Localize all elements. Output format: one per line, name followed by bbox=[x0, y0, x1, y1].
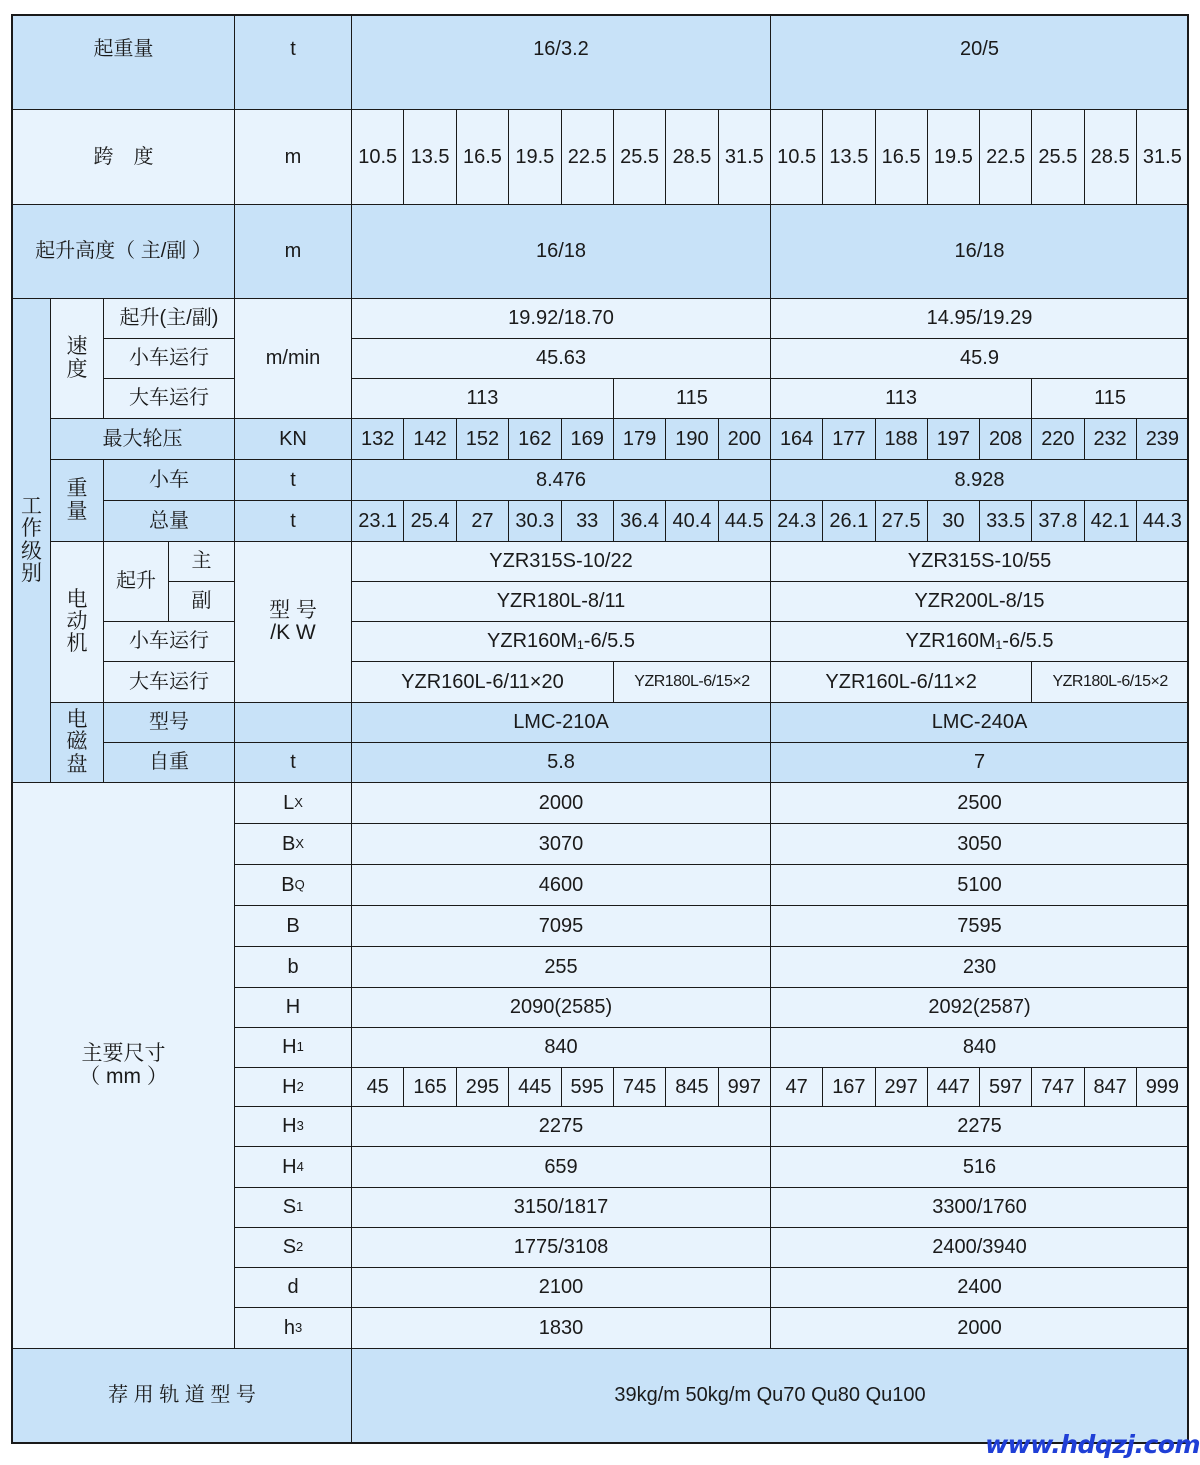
row-label-trolley-weight: 小车 bbox=[103, 459, 235, 501]
dimension-symbol: L bbox=[283, 791, 295, 814]
motor-trolley-value: YZR160M₁-6/5.5 bbox=[770, 621, 1189, 662]
dimension-value: 1775/3108 bbox=[351, 1227, 771, 1268]
wheel-load-value: 190 bbox=[665, 418, 718, 460]
row-label-trolley-speed: 小车运行 bbox=[103, 338, 235, 379]
dimension-symbol: H bbox=[282, 1115, 297, 1137]
span-value: 22.5 bbox=[561, 109, 614, 205]
dimension-label bbox=[234, 987, 352, 1028]
dimension-value: 2400 bbox=[770, 1267, 1189, 1308]
dimension-value: 2500 bbox=[770, 782, 1189, 824]
trolley-speed-value: 45.63 bbox=[351, 338, 771, 379]
span-value: 19.5 bbox=[508, 109, 561, 205]
total-weight-value: 30 bbox=[927, 500, 980, 542]
total-weight-value: 30.3 bbox=[508, 500, 561, 542]
dimension-value: 4600 bbox=[351, 864, 771, 906]
dimension-subscript: 2 bbox=[296, 1078, 304, 1094]
total-weight-value: 33.5 bbox=[979, 500, 1032, 542]
dimension-value: 45 bbox=[351, 1067, 404, 1107]
row-label-total-weight: 总量 bbox=[103, 500, 235, 542]
dimension-symbol: B bbox=[286, 914, 300, 937]
dimension-symbol: H bbox=[282, 1036, 297, 1058]
vertical-char: 磁 bbox=[66, 730, 88, 754]
cell-text-line: /K W bbox=[270, 621, 316, 644]
row-label-magnet-weight: 自重 bbox=[103, 742, 235, 783]
unit-cell: t bbox=[234, 459, 352, 501]
lift-height-value: 16/18 bbox=[770, 204, 1189, 299]
dimension-symbol: H bbox=[282, 1075, 297, 1098]
dimension-value: 840 bbox=[770, 1027, 1189, 1068]
magnet-weight-value: 7 bbox=[770, 742, 1189, 783]
unit-cell: t bbox=[234, 500, 352, 542]
row-label-motor-crane: 大车运行 bbox=[103, 661, 235, 703]
total-weight-value: 24.3 bbox=[770, 500, 823, 542]
total-weight-value: 27 bbox=[456, 500, 509, 542]
dimension-label bbox=[234, 782, 352, 824]
wheel-load-value: 152 bbox=[456, 418, 509, 460]
dimension-value: 47 bbox=[770, 1067, 823, 1107]
dimension-symbol: d bbox=[287, 1276, 299, 1298]
dimension-symbol: B bbox=[281, 832, 296, 855]
dimension-value: 3300/1760 bbox=[770, 1187, 1189, 1228]
dimension-value: 447 bbox=[927, 1067, 980, 1107]
dimension-value: 297 bbox=[875, 1067, 928, 1107]
dimension-value: 165 bbox=[403, 1067, 456, 1107]
dimension-value: 847 bbox=[1084, 1067, 1137, 1107]
hoist-speed-value: 19.92/18.70 bbox=[351, 298, 771, 339]
group-label-motor bbox=[50, 541, 104, 703]
span-value: 16.5 bbox=[875, 109, 928, 205]
wheel-load-value: 179 bbox=[613, 418, 666, 460]
wheel-load-value: 162 bbox=[508, 418, 561, 460]
dimension-value: 2000 bbox=[770, 1307, 1189, 1349]
span-value: 25.5 bbox=[613, 109, 666, 205]
span-value: 28.5 bbox=[665, 109, 718, 205]
lift-height-value: 16/18 bbox=[351, 204, 771, 299]
group-label-dimensions bbox=[12, 782, 235, 1349]
dimension-value: 2092(2587) bbox=[770, 987, 1189, 1028]
trolley-weight-value: 8.476 bbox=[351, 459, 771, 501]
unit-cell: m bbox=[234, 204, 352, 299]
dimension-symbol: h bbox=[283, 1316, 295, 1339]
span-value: 10.5 bbox=[351, 109, 404, 205]
span-value: 19.5 bbox=[927, 109, 980, 205]
dimension-label bbox=[234, 946, 352, 988]
wheel-load-value: 239 bbox=[1136, 418, 1189, 460]
dimension-subscript: 3 bbox=[294, 1319, 303, 1335]
unit-cell: m bbox=[234, 109, 352, 205]
motor-crane-value: YZR160L-6/11×2 bbox=[770, 661, 1032, 703]
trolley-speed-value: 45.9 bbox=[770, 338, 1189, 379]
row-label-magnet-model: 型号 bbox=[103, 702, 235, 743]
wheel-load-value: 164 bbox=[770, 418, 823, 460]
total-weight-value: 40.4 bbox=[665, 500, 718, 542]
dimension-value: 659 bbox=[351, 1146, 771, 1188]
motor-aux-value: YZR200L-8/15 bbox=[770, 581, 1189, 622]
vertical-char: 动 bbox=[66, 609, 88, 633]
crane-speed-value: 115 bbox=[613, 378, 771, 419]
dimension-value: 745 bbox=[613, 1067, 666, 1107]
row-label-motor-hoist: 起升 bbox=[103, 541, 169, 622]
dimension-symbol: B bbox=[281, 873, 295, 896]
unit-cell: t bbox=[234, 742, 352, 783]
dimension-subscript: 3 bbox=[296, 1118, 304, 1134]
wheel-load-value: 188 bbox=[875, 418, 928, 460]
wheel-load-value: 132 bbox=[351, 418, 404, 460]
unit-cell: KN bbox=[234, 418, 352, 460]
row-label-span: 跨 度 bbox=[12, 109, 235, 205]
dimension-value: 2400/3940 bbox=[770, 1227, 1189, 1268]
wheel-load-value: 220 bbox=[1031, 418, 1084, 460]
unit-cell-model-kw bbox=[234, 541, 352, 703]
vertical-char: 盘 bbox=[66, 752, 88, 776]
dimension-symbol: H bbox=[282, 1155, 297, 1178]
total-weight-value: 26.1 bbox=[822, 500, 875, 542]
vertical-char: 作 bbox=[21, 517, 42, 541]
vertical-char: 速 bbox=[66, 335, 88, 359]
dimension-value: 2275 bbox=[351, 1106, 771, 1147]
dimension-value: 7095 bbox=[351, 905, 771, 947]
dimension-subscript: 1 bbox=[296, 1039, 304, 1055]
dimension-label bbox=[234, 1067, 352, 1107]
dimension-value: 5100 bbox=[770, 864, 1189, 906]
dimension-value: 2100 bbox=[351, 1267, 771, 1308]
row-label-crane-speed: 大车运行 bbox=[103, 378, 235, 419]
vertical-char: 重 bbox=[66, 477, 88, 501]
dimension-value: 747 bbox=[1031, 1067, 1084, 1107]
row-label-motor-aux: 副 bbox=[168, 581, 235, 622]
dimension-label bbox=[234, 864, 352, 906]
dimension-value: 295 bbox=[456, 1067, 509, 1107]
group-label-work-class bbox=[12, 298, 51, 783]
vertical-char: 机 bbox=[66, 632, 88, 656]
vertical-char: 量 bbox=[66, 499, 88, 523]
capacity-value: 16/3.2 bbox=[351, 15, 771, 110]
dimension-value: 3070 bbox=[351, 823, 771, 865]
magnet-model-value: LMC-210A bbox=[351, 702, 771, 743]
row-label-max-wheel-load: 最大轮压 bbox=[50, 418, 235, 460]
dimension-label bbox=[234, 1106, 352, 1147]
crane-speed-value: 113 bbox=[770, 378, 1032, 419]
dimension-subscript: Q bbox=[294, 876, 305, 892]
total-weight-value: 37.8 bbox=[1031, 500, 1084, 542]
total-weight-value: 25.4 bbox=[403, 500, 456, 542]
dimension-value: 3150/1817 bbox=[351, 1187, 771, 1228]
wheel-load-value: 142 bbox=[403, 418, 456, 460]
wheel-load-value: 232 bbox=[1084, 418, 1137, 460]
span-value: 10.5 bbox=[770, 109, 823, 205]
span-value: 13.5 bbox=[403, 109, 456, 205]
total-weight-value: 33 bbox=[561, 500, 614, 542]
group-label-magnet bbox=[50, 702, 104, 783]
dimension-value: 999 bbox=[1136, 1067, 1189, 1107]
group-label-speed bbox=[50, 298, 104, 419]
wheel-load-value: 177 bbox=[822, 418, 875, 460]
cell-text-line: （ mm ） bbox=[79, 1064, 168, 1088]
dimension-value: 1830 bbox=[351, 1307, 771, 1349]
motor-aux-value: YZR180L-8/11 bbox=[351, 581, 771, 622]
dimension-subscript: X bbox=[295, 835, 304, 851]
motor-trolley-value: YZR160M₁-6/5.5 bbox=[351, 621, 771, 662]
dimension-subscript: 1 bbox=[296, 1199, 304, 1215]
dimension-subscript: 4 bbox=[296, 1158, 304, 1174]
span-value: 16.5 bbox=[456, 109, 509, 205]
dimension-value: 167 bbox=[822, 1067, 875, 1107]
dimension-value: 516 bbox=[770, 1146, 1189, 1188]
dimension-value: 445 bbox=[508, 1067, 561, 1107]
dimension-value: 3050 bbox=[770, 823, 1189, 865]
dimension-label bbox=[234, 823, 352, 865]
dimension-value: 2275 bbox=[770, 1106, 1189, 1147]
dimension-symbol: b bbox=[287, 955, 299, 978]
dimension-value: 595 bbox=[561, 1067, 614, 1107]
dimension-label bbox=[234, 1146, 352, 1188]
row-label-motor-trolley: 小车运行 bbox=[103, 621, 235, 662]
dimension-value: 7595 bbox=[770, 905, 1189, 947]
unit-cell bbox=[234, 702, 352, 743]
row-label-capacity: 起重量 bbox=[12, 15, 235, 110]
span-value: 28.5 bbox=[1084, 109, 1137, 205]
row-label-lift-height: 起升高度（ 主/副 ） bbox=[12, 204, 235, 299]
dimension-value: 845 bbox=[665, 1067, 718, 1107]
dimension-value: 255 bbox=[351, 946, 771, 988]
wheel-load-value: 169 bbox=[561, 418, 614, 460]
span-value: 31.5 bbox=[1136, 109, 1189, 205]
row-label-rail: 荐 用 轨 道 型 号 bbox=[12, 1348, 352, 1443]
span-value: 13.5 bbox=[822, 109, 875, 205]
dimension-label bbox=[234, 1027, 352, 1068]
row-label-hoist-speed: 起升(主/副) bbox=[103, 298, 235, 339]
dimension-value: 230 bbox=[770, 946, 1189, 988]
trolley-weight-value: 8.928 bbox=[770, 459, 1189, 501]
total-weight-value: 44.5 bbox=[718, 500, 771, 542]
vertical-char: 别 bbox=[21, 561, 42, 585]
dimension-subscript: 2 bbox=[296, 1239, 304, 1255]
crane-speed-value: 115 bbox=[1031, 378, 1189, 419]
dimension-label bbox=[234, 1307, 352, 1349]
total-weight-value: 44.3 bbox=[1136, 500, 1189, 542]
wheel-load-value: 197 bbox=[927, 418, 980, 460]
dimension-label bbox=[234, 1227, 352, 1268]
capacity-value: 20/5 bbox=[770, 15, 1189, 110]
dimension-label bbox=[234, 905, 352, 947]
vertical-char: 电 bbox=[66, 708, 88, 732]
dimension-label bbox=[234, 1187, 352, 1228]
dimension-value: 2090(2585) bbox=[351, 987, 771, 1028]
unit-cell: m/min bbox=[234, 298, 352, 419]
dimension-value: 2000 bbox=[351, 782, 771, 824]
wheel-load-value: 208 bbox=[979, 418, 1032, 460]
motor-main-value: YZR315S-10/55 bbox=[770, 541, 1189, 582]
magnet-model-value: LMC-240A bbox=[770, 702, 1189, 743]
total-weight-value: 27.5 bbox=[875, 500, 928, 542]
span-value: 25.5 bbox=[1031, 109, 1084, 205]
crane-speed-value: 113 bbox=[351, 378, 614, 419]
dimension-value: 840 bbox=[351, 1027, 771, 1068]
vertical-char: 电 bbox=[66, 587, 88, 611]
vertical-char: 工 bbox=[21, 495, 42, 519]
rail-value: 39kg/m 50kg/m Qu70 Qu80 Qu100 bbox=[351, 1348, 1189, 1443]
group-label-weight bbox=[50, 459, 104, 542]
dimension-label bbox=[234, 1267, 352, 1308]
motor-main-value: YZR315S-10/22 bbox=[351, 541, 771, 582]
cell-text-line: 主要尺寸 bbox=[81, 1042, 166, 1066]
vertical-char: 度 bbox=[66, 357, 88, 381]
total-weight-value: 36.4 bbox=[613, 500, 666, 542]
total-weight-value: 23.1 bbox=[351, 500, 404, 542]
motor-crane-value: YZR180L-6/15×2 bbox=[613, 661, 771, 703]
motor-crane-value: YZR160L-6/11×20 bbox=[351, 661, 614, 703]
span-value: 31.5 bbox=[718, 109, 771, 205]
motor-crane-value: YZR180L-6/15×2 bbox=[1031, 661, 1189, 703]
dimension-value: 997 bbox=[718, 1067, 771, 1107]
span-value: 22.5 bbox=[979, 109, 1032, 205]
dimension-symbol: H bbox=[285, 996, 301, 1018]
unit-cell: t bbox=[234, 15, 352, 110]
dimension-symbol: S bbox=[282, 1236, 297, 1258]
hoist-speed-value: 14.95/19.29 bbox=[770, 298, 1189, 339]
vertical-char: 级 bbox=[21, 539, 42, 563]
row-label-motor-main: 主 bbox=[168, 541, 235, 582]
dimension-subscript: X bbox=[294, 794, 303, 810]
wheel-load-value: 200 bbox=[718, 418, 771, 460]
dimension-value: 597 bbox=[979, 1067, 1032, 1107]
total-weight-value: 42.1 bbox=[1084, 500, 1137, 542]
magnet-weight-value: 5.8 bbox=[351, 742, 771, 783]
cell-text-line: 型 号 bbox=[269, 598, 317, 622]
watermark: www.hdqzj.com bbox=[985, 1430, 1200, 1459]
dimension-symbol: S bbox=[282, 1196, 297, 1218]
